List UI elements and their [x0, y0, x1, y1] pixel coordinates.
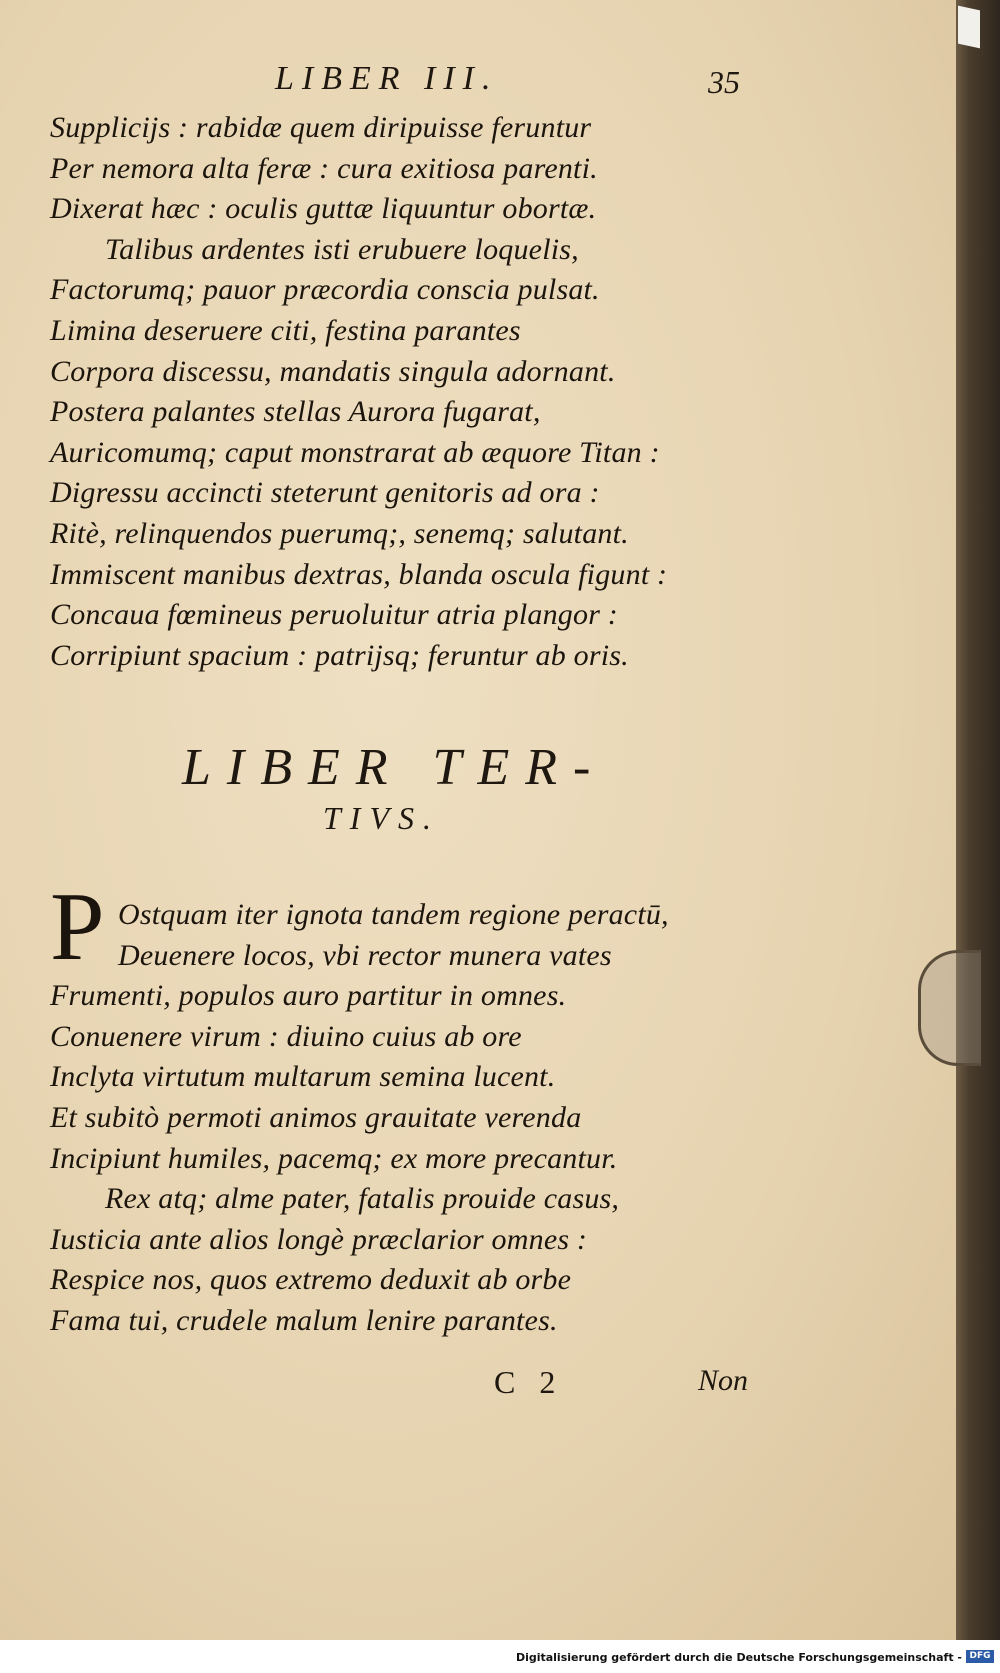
verse-line: Inclyta virtutum multarum semina lucent. [50, 1060, 556, 1094]
verse-line: Digressu accincti steterunt genitoris ad ora : [50, 476, 600, 510]
verse-line: Rex atq; alme pater, fatalis prouide casus, [105, 1182, 620, 1216]
verse-line: Conuenere virum : diuino cuius ab ore [50, 1019, 522, 1053]
verse-line: Ostquam iter ignota tandem regione peractū, [118, 898, 669, 931]
verse-line: Dixerat hæc : oculis guttæ liquuntur obortæ. [50, 192, 597, 226]
verse-line: Corpora discessu, mandatis singula adornant. [50, 354, 616, 388]
verse-line: Postera palantes stellas Aurora fugarat, [50, 395, 541, 429]
verse-line: Limina deseruere citi, festina parantes [50, 313, 521, 347]
verse-line: Incipiunt humiles, pacemq; ex more precantur. [50, 1141, 618, 1175]
signature-mark: C 2 [494, 1364, 564, 1400]
verse-line: Respice nos, quos extremo deduxit ab orbe [50, 1263, 572, 1297]
verse-line: Et subitò permoti animos grauitate verenda [50, 1100, 582, 1134]
verse-line: Factorumq; pauor præcordia conscia pulsat. [50, 273, 600, 307]
verse-line: Immiscent manibus dextras, blanda oscula figunt : [50, 557, 668, 591]
verse-line: Supplicijs : rabidæ quem diripuisse feruntur [50, 111, 592, 144]
verse-block-bottom [50, 895, 900, 1342]
running-title: LIBER III. [275, 60, 499, 97]
book-spine [956, 0, 1000, 1640]
clasp-ring [918, 950, 981, 1066]
verse-line: Deuenere locos, vbi rector munera vates [118, 938, 612, 972]
verse-line: Concaua fœmineus peruoluitur atria plangor : [50, 598, 618, 632]
drop-cap: P [50, 873, 105, 981]
book-heading: LIBER TER- [182, 739, 607, 796]
verse-line: Ritè, relinquendos puerumq;, senemq; salutant. [50, 516, 629, 550]
page-number: 35 [708, 64, 740, 100]
footer-credit: Digitalisierung gefördert durch die Deutsche Forschungsgemeinschaft - [515, 1651, 962, 1664]
book-heading-continuation: TIVS. [323, 800, 440, 836]
verse-line: Auricomumq; caput monstrarat ab æquore Titan : [50, 435, 660, 469]
verse-line: Corripiunt spacium : patrijsq; feruntur ab oris. [50, 638, 629, 672]
verse-line: Frumenti, populos auro partitur in omnes. [50, 979, 567, 1013]
catchword: Non [698, 1364, 749, 1397]
verse-line: Iusticia ante alios longè præclarior omnes : [50, 1222, 588, 1256]
verse-line: Talibus ardentes isti erubuere loquelis, [105, 232, 579, 266]
dfg-logo: DFG [966, 1650, 994, 1663]
spine-paper-corner [958, 6, 980, 49]
verse-line: Fama tui, crudele malum lenire parantes. [50, 1303, 558, 1337]
verse-block-top [50, 108, 900, 676]
verse-line: Per nemora alta feræ : cura exitiosa parenti. [50, 151, 598, 185]
